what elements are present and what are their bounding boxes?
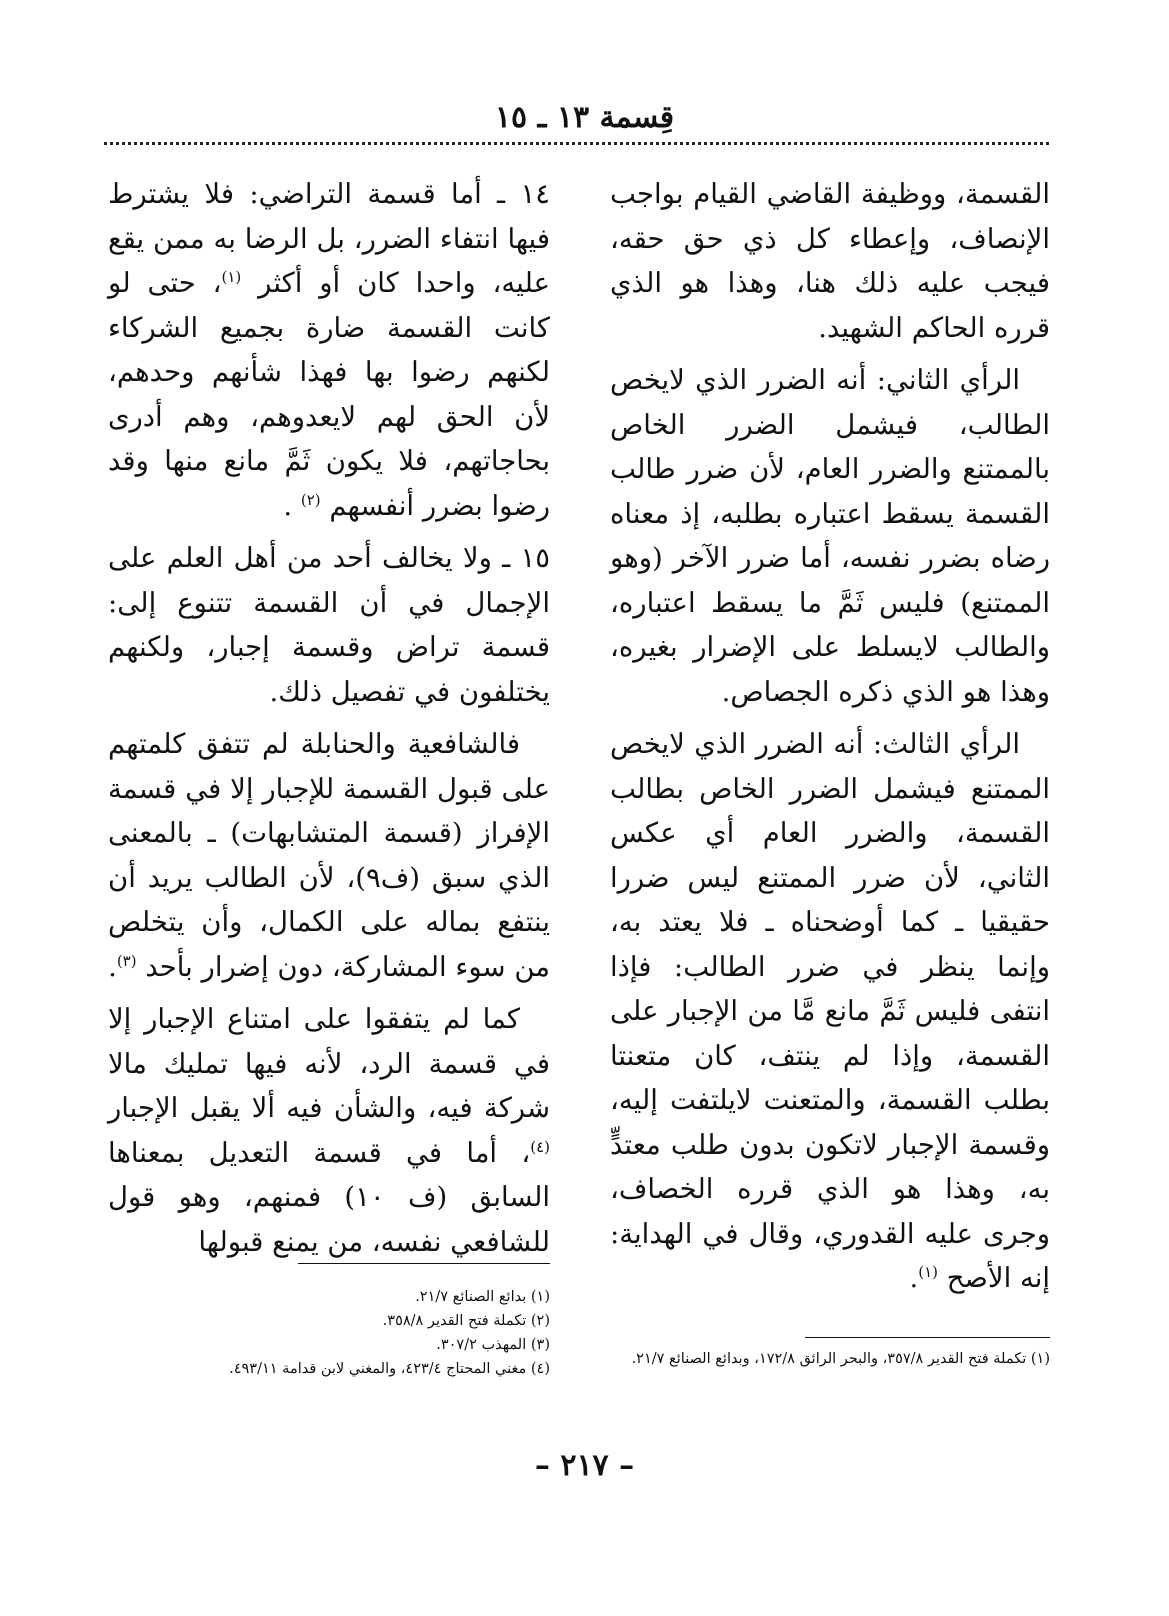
footnote-marker: (١) — [221, 267, 242, 286]
paragraph-kama-lam — [108, 997, 550, 1264]
end-punct: . — [108, 950, 117, 983]
third-opinion-text: الرأي الثالث: أنه الضرر الذي لايخص الممتنع فيشمل الضرر الخاص بطالب القسمة، والضرر العام أي عكس الثاني، لأن ضرر الممتنع ليس ضررا حقيقيا ـ كما أوضحناه ـ فلا يعتد به، وإنما ينظر في ضرر الطالب: فإذا انتفى فليس ثَمَّ مانع مَّا من الإجبار على القسمة، وإذا لم ينتف، كان متعنتا بطلب القسمة، والمتعنت لايلتفت إليه، وقسمة الإجبار لاتكون بدون طلب معتدٍّ به، وهذا هو الذي قرره الخصاف، وجرى عليه القدوري، وقال في الهداية: إنه الأصح — [610, 728, 1050, 1294]
paragraph-third-opinion — [610, 722, 1050, 1301]
paragraph-shafii-text: فالشافعية والحنابلة لم تتفق كلمتهم على قبول القسمة للإجبار إلا في قسمة الإفراز (قسمة المتشابهات) ـ بالمعنى الذي سبق (ف٩)، لأن الطالب يريد أن ينتفع بماله على الكمال، وأن يتخلص من سوء المشاركة، دون إضرار بأحد — [108, 728, 550, 983]
paragraph-qisma-duty: القسمة، ووظيفة القاضي القيام بواجب الإنصاف، وإعطاء كل ذي حق حقه، فيجب عليه ذلك هنا، وهذا هو الذي قرره الحاكم الشهيد. — [610, 178, 1050, 344]
paragraph-14-text-a: ١٤ ـ أما قسمة التراضي: فلا يشترط فيها انتفاء الضرر، بل الرضا به ممن يقع عليه، واحدا كان أو أكثر — [108, 178, 550, 299]
footnote-item: (١) بدائع الصنائع ٢١/٧. — [415, 1289, 550, 1305]
paragraph-kama-text-a: كما لم يتفقوا على امتناع الإجبار إلا في قسمة الرد، لأنه فيها تمليك مالا شركة فيه، والشأن فيه ألا يقبل الإجبار — [108, 1003, 550, 1124]
running-header: قِسمة ١٣ ـ ١٥ — [494, 100, 675, 135]
footnote-item: (٤) مغني المحتاج ٤٢٣/٤، والمغني لابن قدامة ٤٩٣/١١. — [229, 1361, 550, 1377]
paragraph-shafii-hanabila — [108, 722, 550, 989]
footnote-marker: (١) — [918, 1262, 939, 1281]
page-number: – ٢١٧ – — [534, 1448, 635, 1483]
paragraph-kama-text-b: ، أما في قسمة التعديل بمعناها السابق (ف ١٠) فمنهم، وهو قول للشافعي نفسه، من يمنع قبولها — [108, 1136, 550, 1258]
left-column — [108, 172, 550, 1264]
paragraph-second-opinion: الرأي الثاني: أنه الضرر الذي لايخص الطالب، فيشمل الضرر الخاص بالممتنع والضرر العام، لأن ضرر طالب القسمة يسقط اعتباره بطلبه، إذ معناه رضاه بضرر نفسه، أما ضرر الآخر (وهو الممتنع) فليس ثَمَّ ما يسقط اعتباره، والطالب لايسلط على الإضرار بغيره، وهذا هو الذي ذكره الجصاص. — [610, 364, 1050, 708]
paragraph-15: ١٥ ـ ولا يخالف أحد من أهل العلم على الإجمال في أن القسمة تتنوع إلى: قسمة تراض وقسمة إجبار، ولكنهم يختلفون في تفصيل ذلك. — [108, 542, 550, 708]
footnotes-right — [610, 1347, 1050, 1371]
footnote-item: (٣) المهذب ٣٠٧/٢. — [436, 1337, 550, 1353]
end-punct: . — [909, 1262, 919, 1294]
footnote-rule-left — [298, 1263, 550, 1264]
header-dotted-rule — [104, 142, 1049, 145]
paragraph-14-text-b: ، حتى لو كانت القسمة ضارة بجميع الشركاء لكنهم رضوا بها فهذا شأنهم وحدهم، لأن الحق لهم لايعدوهم، وهم أدرى بحاجاتهم، فلا يكون ثَمَّ مانع منها وقد رضوا بضرر أنفسهم — [108, 267, 550, 522]
footnote-item: (٢) تكملة فتح القدير ٣٥٨/٨. — [382, 1313, 550, 1329]
paragraph-14 — [108, 172, 550, 528]
footnotes-left — [110, 1285, 550, 1381]
end-punct: . — [283, 489, 293, 522]
footnote-marker: (٤) — [530, 1137, 550, 1156]
footnote-rule-right — [805, 1337, 1050, 1338]
footnote-marker: (٢) — [300, 490, 321, 509]
footnote-item: (١) تكملة فتح القدير ٣٥٧/٨، والبحر الرائق ١٧٢/٨، وبدائع الصنائع ٢١/٧. — [631, 1351, 1050, 1367]
right-column — [610, 172, 1050, 1301]
footnote-marker: (٣) — [116, 951, 137, 970]
